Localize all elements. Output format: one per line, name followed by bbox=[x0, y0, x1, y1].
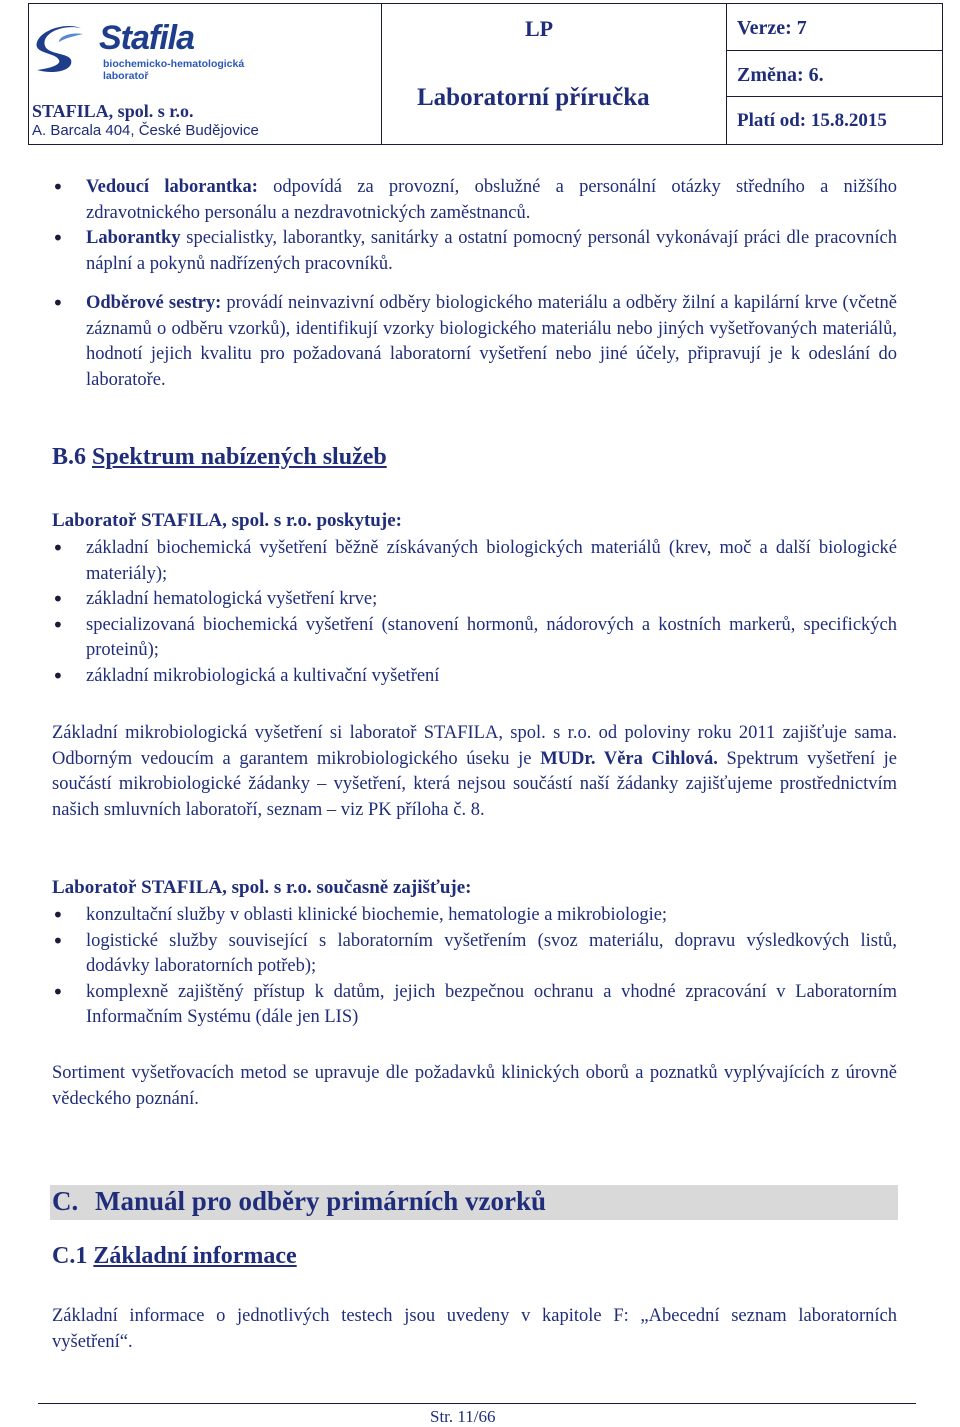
paragraph-text: Základní informace o jednotlivých testech jsou uvedeny v kapitole F: „Abecední seznam laboratorních vyšetření“. bbox=[52, 1306, 897, 1352]
list-item: • logistické služby související s laboratorním vyšetřením (svoz materiálu, dopravu výsledkových listů, dodávky laboratorních potřeb); bbox=[52, 929, 897, 980]
section-number: B.6 bbox=[52, 444, 87, 470]
list-item bbox=[52, 226, 897, 277]
logo-subtitle-line: biochemicko-hematologická bbox=[103, 58, 245, 70]
chapter-title: Manuál pro odběry primárních vzorků bbox=[95, 1186, 547, 1216]
list-item bbox=[52, 175, 897, 226]
list-item: • základní hematologická vyšetření krve; bbox=[52, 587, 897, 613]
footer-divider bbox=[38, 1403, 916, 1404]
micro-paragraph bbox=[52, 721, 897, 823]
paragraph-text: Sortiment vyšetřovacích metod se upravuje dle požadavků klinických oborů a poznatků vyplývajících z úrovně vědeckého poznání. bbox=[52, 1063, 897, 1109]
stafila-logo-icon bbox=[31, 20, 91, 80]
role-text: odpovídá za provozní, obslužné a personální otázky středního a nižšího zdravotnického personálu a nezdravotnických zaměstnanců. bbox=[86, 177, 897, 223]
section-title: Spektrum nabízených služeb bbox=[92, 444, 387, 470]
list-item bbox=[52, 291, 897, 393]
doc-change: Změna: 6. bbox=[737, 64, 824, 86]
header-divider bbox=[726, 96, 942, 97]
logo-subtitle-line: laboratoř bbox=[103, 70, 149, 82]
chapter-heading-c bbox=[52, 1186, 546, 1217]
role-text: specialistky, laborantky, sanitárky a ostatní pomocný personál vykonávají práci dle pracovních náplní a pokynů nadřízených pracovníků. bbox=[86, 228, 897, 274]
logo-subtitle bbox=[103, 58, 244, 82]
list-item: • konzultační služby v oblasti klinické biochemie, hematologie a mikrobiologie; bbox=[52, 903, 897, 929]
section-heading-b6 bbox=[52, 444, 387, 471]
guarantor-name: MUDr. Věra Cihlová. bbox=[540, 748, 718, 769]
section-title: Základní informace bbox=[93, 1243, 297, 1269]
list-item: • základní mikrobiologická a kultivační vyšetření bbox=[52, 664, 897, 690]
doc-version: Verze: 7 bbox=[737, 17, 807, 39]
paragraph-text: Základní mikrobiologická vyšetření si laboratoř STAFILA, spol. s r.o. od poloviny roku 2011 zajišťuje sama. Odborným vedoucím a garantem mikrobiologického úseku je bbox=[52, 723, 897, 769]
paragraph-text: Spektrum vyšetření je součástí mikrobiologické žádanky – vyšetření, která nejsou součástí naší žádanky zajišťujeme prostřednictvím našich smluvních laboratoří, seznam – viz PK příloha č. 8. bbox=[52, 748, 898, 820]
also-heading: Laboratoř STAFILA, spol. s r.o. současně zajišťuje: bbox=[52, 877, 472, 898]
c1-paragraph bbox=[52, 1304, 897, 1355]
roles-list bbox=[52, 175, 897, 393]
doc-title: Laboratorní příručka bbox=[417, 84, 650, 111]
page-header bbox=[28, 3, 943, 145]
doc-valid-from: Platí od: 15.8.2015 bbox=[737, 110, 887, 131]
header-divider bbox=[726, 4, 727, 144]
company-name: STAFILA, spol. s r.o. bbox=[32, 101, 194, 121]
list-item: • specializovaná biochemická vyšetření (stanovení hormonů, nádorových a kostních markerů, specifických proteinů); bbox=[52, 613, 897, 664]
section-heading-c1 bbox=[52, 1243, 297, 1270]
company-address: A. Barcala 404, České Budějovice bbox=[32, 122, 259, 139]
role-title: Vedoucí laborantka: bbox=[86, 177, 258, 197]
also-list bbox=[52, 903, 897, 1031]
role-text: provádí neinvazivní odběry biologického materiálu a odběry žilní a kapilární krve (včetně záznamů o odběru vzorků), identifikují vzorky biologického materiálu nebo jiných vyšetřovaných materiálů, hodnotí jejich kvalitu pro požadovaná laboratorní vyšetření nebo jiné účely, připravují je k odeslání do laboratoře. bbox=[86, 293, 897, 390]
list-item: • komplexně zajištěný přístup k datům, jejich bezpečnou ochranu a vhodné zpracování v Laboratorním Informačním Systému (dále jen LIS) bbox=[52, 980, 897, 1031]
doc-code: LP bbox=[525, 16, 554, 41]
provides-list bbox=[52, 536, 897, 689]
header-divider bbox=[381, 4, 382, 144]
logo-wordmark: Stafila bbox=[99, 19, 195, 57]
chapter-number: C. bbox=[52, 1186, 79, 1216]
page-number: Str. 11/66 bbox=[430, 1407, 496, 1426]
list-item: • základní biochemická vyšetření běžně získávaných biologických materiálů (krev, moč a další biologické materiály); bbox=[52, 536, 897, 587]
role-title: Odběrové sestry: bbox=[86, 293, 222, 313]
role-title: Laborantky bbox=[86, 228, 181, 248]
header-divider bbox=[726, 50, 942, 51]
section-number: C.1 bbox=[52, 1243, 88, 1269]
provides-heading: Laboratoř STAFILA, spol. s r.o. poskytuje: bbox=[52, 510, 402, 531]
assortment-paragraph bbox=[52, 1061, 897, 1112]
